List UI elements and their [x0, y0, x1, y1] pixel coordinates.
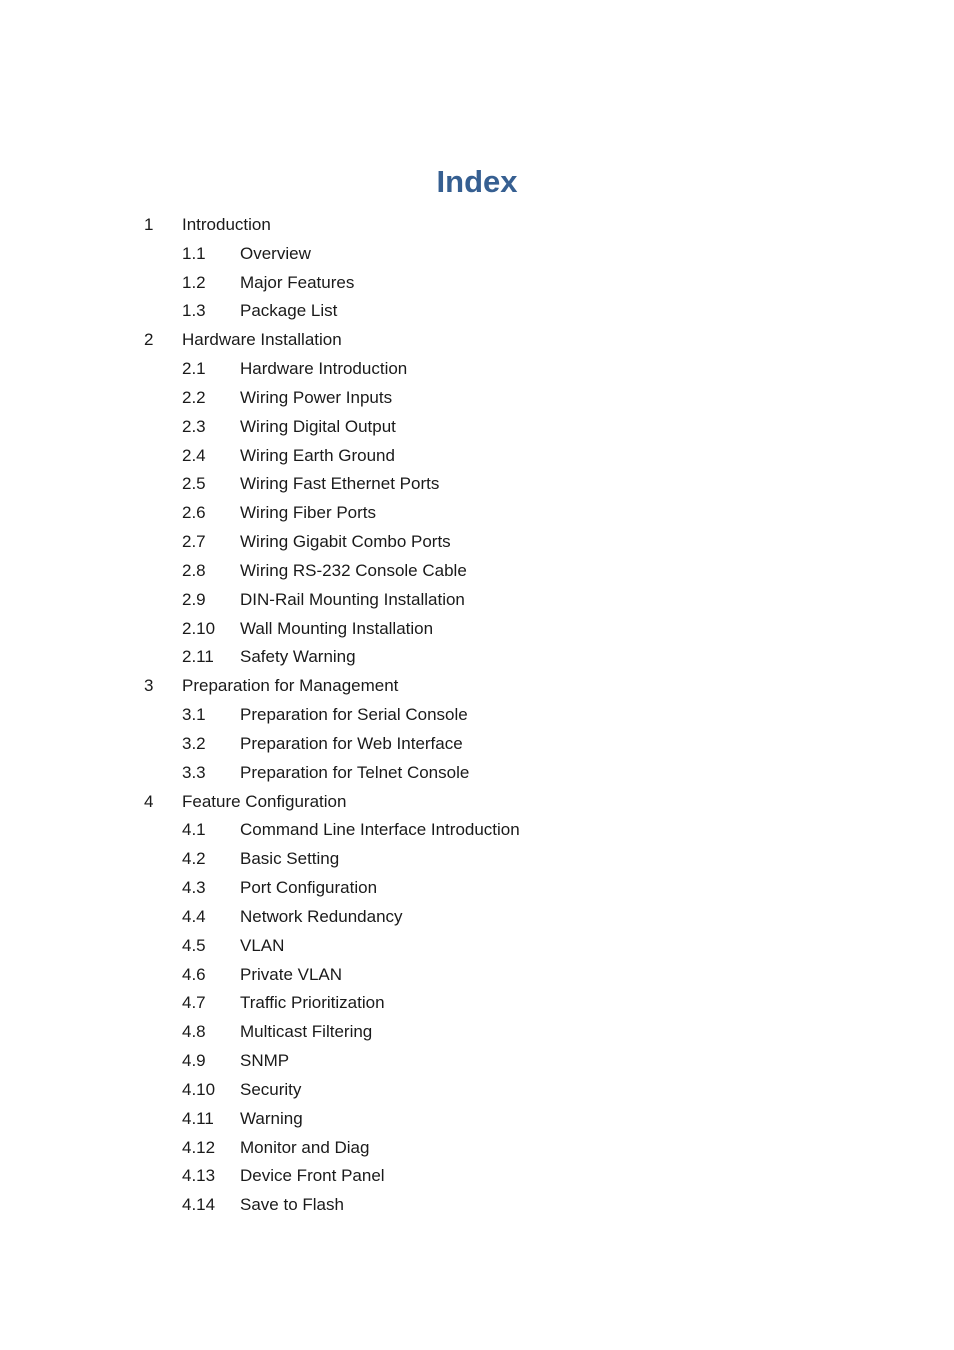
toc-entry-number: 2.5 — [182, 474, 206, 494]
toc-entry-number: 1.2 — [182, 272, 206, 292]
toc-section-entry[interactable] — [0, 1076, 954, 1105]
toc-entry-number: 4.2 — [182, 849, 206, 869]
toc-entry-label: Wall Mounting Installation — [240, 618, 434, 638]
toc-section-entry[interactable] — [0, 586, 954, 615]
toc-entry-label: Network Redundancy — [240, 906, 403, 926]
toc-section-entry[interactable] — [0, 961, 954, 990]
toc-entry-number: 3.2 — [182, 733, 206, 753]
toc-section-entry[interactable] — [0, 759, 954, 788]
toc-section-entry[interactable] — [0, 1018, 954, 1047]
toc-entry-number: 4.7 — [182, 993, 206, 1013]
toc-entry-label: Hardware Introduction — [240, 359, 408, 379]
toc-section-entry[interactable] — [0, 442, 954, 471]
toc-section-entry[interactable] — [0, 240, 954, 269]
toc-section-entry[interactable] — [0, 1191, 954, 1220]
toc-entry-number: 2.4 — [182, 445, 206, 465]
toc-entry-label: Private VLAN — [240, 964, 343, 984]
toc-entry-number: 4.1 — [182, 820, 206, 840]
toc-entry-label: Wiring Power Inputs — [240, 387, 393, 407]
toc-entry-label: Feature Configuration — [182, 791, 347, 811]
toc-entry-label: Preparation for Telnet Console — [240, 762, 470, 782]
toc-entry-label: Package List — [240, 301, 338, 321]
toc-entry-number: 4.8 — [182, 1022, 206, 1042]
toc-entry-label: Multicast Filtering — [240, 1022, 373, 1042]
toc-entry-number: 2 — [144, 330, 154, 350]
toc-section-entry[interactable] — [0, 816, 954, 845]
toc-entry-label: Basic Setting — [240, 849, 340, 869]
toc-chapter-entry[interactable] — [0, 672, 954, 701]
toc-entry-label: Wiring RS-232 Console Cable — [240, 560, 467, 580]
toc-entry-label: Wiring Fiber Ports — [240, 503, 377, 523]
toc-entry-label: Port Configuration — [240, 878, 378, 898]
toc-entry-number: 1.3 — [182, 301, 206, 321]
toc-entry-label: Wiring Earth Ground — [240, 445, 395, 465]
toc-entry-number: 2.7 — [182, 532, 206, 552]
toc-entry-number: 2.2 — [182, 387, 206, 407]
toc-chapter-entry[interactable] — [0, 211, 954, 240]
toc-entry-number: 4.3 — [182, 878, 206, 898]
toc-section-entry[interactable] — [0, 528, 954, 557]
toc-section-entry[interactable] — [0, 1105, 954, 1134]
toc-entry-number: 3.1 — [182, 705, 206, 725]
toc-section-entry[interactable] — [0, 1047, 954, 1076]
toc-section-entry[interactable] — [0, 1162, 954, 1191]
toc-entry-label: VLAN — [240, 935, 285, 955]
toc-section-entry[interactable] — [0, 384, 954, 413]
toc-entry-number: 4.5 — [182, 935, 206, 955]
toc-section-entry[interactable] — [0, 701, 954, 730]
toc-entry-number: 4 — [144, 791, 154, 811]
toc-entry-number: 4.9 — [182, 1051, 206, 1071]
toc-section-entry[interactable] — [0, 1134, 954, 1163]
toc-section-entry[interactable] — [0, 557, 954, 586]
toc-entry-label: Overview — [240, 243, 311, 263]
toc-entry-number: 2.8 — [182, 560, 206, 580]
toc-entry-label: Command Line Interface Introduction — [240, 820, 520, 840]
toc-section-entry[interactable] — [0, 615, 954, 644]
toc-entry-label: Preparation for Serial Console — [240, 705, 468, 725]
toc-entry-number: 2.11 — [182, 647, 214, 667]
toc-entry-number: 4.11 — [182, 1108, 214, 1128]
toc-entry-number: 2.9 — [182, 589, 206, 609]
toc-section-entry[interactable] — [0, 355, 954, 384]
toc-entry-number: 1.1 — [182, 243, 206, 263]
toc-entry-number: 4.12 — [182, 1137, 216, 1157]
toc-entry-label: SNMP — [240, 1051, 290, 1071]
toc-section-entry[interactable] — [0, 499, 954, 528]
page-title: Index — [436, 164, 518, 199]
toc-entry-label: Preparation for Web Interface — [240, 733, 463, 753]
toc-entry-label: Device Front Panel — [240, 1166, 385, 1186]
toc-entry-number: 2.1 — [182, 359, 206, 379]
table-of-contents — [0, 211, 954, 1220]
toc-entry-label: Preparation for Management — [182, 676, 399, 696]
toc-section-entry[interactable] — [0, 297, 954, 326]
toc-section-entry[interactable] — [0, 845, 954, 874]
toc-entry-number: 2.10 — [182, 618, 216, 638]
toc-entry-number: 2.6 — [182, 503, 206, 523]
toc-section-entry[interactable] — [0, 269, 954, 298]
toc-entry-number: 4.10 — [182, 1079, 216, 1099]
toc-entry-label: Wiring Gigabit Combo Ports — [240, 532, 451, 552]
toc-entry-number: 2.3 — [182, 416, 206, 436]
toc-section-entry[interactable] — [0, 932, 954, 961]
toc-section-entry[interactable] — [0, 470, 954, 499]
toc-entry-label: DIN-Rail Mounting Installation — [240, 589, 465, 609]
toc-section-entry[interactable] — [0, 989, 954, 1018]
toc-entry-number: 3 — [144, 676, 154, 696]
toc-entry-label: Warning — [240, 1108, 303, 1128]
toc-chapter-entry[interactable] — [0, 788, 954, 817]
toc-chapter-entry[interactable] — [0, 326, 954, 355]
toc-entry-label: Major Features — [240, 272, 355, 292]
toc-entry-label: Introduction — [182, 215, 271, 234]
toc-entry-label: Wiring Fast Ethernet Ports — [240, 474, 440, 494]
toc-entry-label: Traffic Prioritization — [240, 993, 385, 1013]
toc-entry-label: Hardware Installation — [182, 330, 342, 350]
toc-section-entry[interactable] — [0, 903, 954, 932]
toc-section-entry[interactable] — [0, 730, 954, 759]
toc-entry-number: 4.4 — [182, 906, 206, 926]
toc-entry-label: Wiring Digital Output — [240, 416, 396, 436]
toc-entry-number: 4.6 — [182, 964, 206, 984]
toc-entry-number: 1 — [144, 215, 154, 234]
toc-entry-label: Safety Warning — [240, 647, 356, 667]
toc-section-entry[interactable] — [0, 643, 954, 672]
toc-entry-number: 3.3 — [182, 762, 206, 782]
toc-entry-number: 4.14 — [182, 1195, 216, 1215]
toc-entry-label: Security — [240, 1079, 302, 1099]
toc-entry-label: Monitor and Diag — [240, 1137, 370, 1157]
toc-section-entry[interactable] — [0, 413, 954, 442]
toc-entry-label: Save to Flash — [240, 1195, 344, 1215]
toc-section-entry[interactable] — [0, 874, 954, 903]
toc-entry-number: 4.13 — [182, 1166, 216, 1186]
